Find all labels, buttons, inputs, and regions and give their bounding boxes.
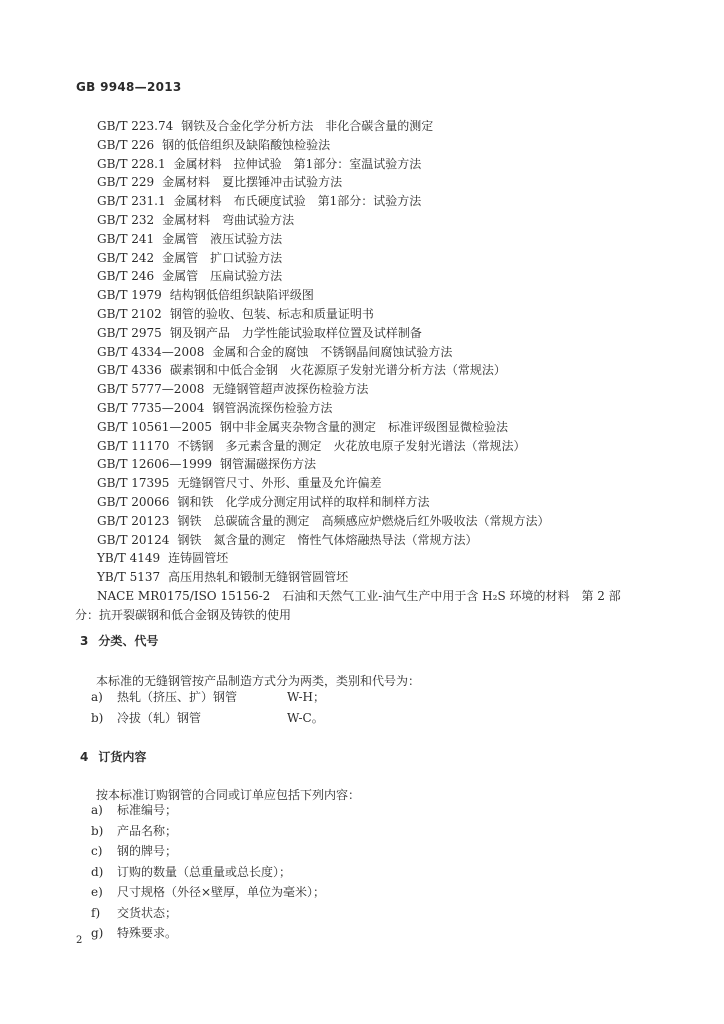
reference-item: [97, 343, 637, 362]
reference-title: 钢管涡流探伤检验方法: [212, 400, 333, 415]
reference-code: GB/T 5777—2008: [97, 382, 205, 397]
reference-item: [97, 418, 637, 437]
reference-code: YB/T 5137: [97, 570, 161, 585]
reference-title: 钢的低倍组织及缺陷酸蚀检验法: [162, 137, 331, 152]
section-4-heading: [80, 748, 146, 765]
reference-title: 金属材料 夏比摆锤冲击试验方法: [162, 175, 343, 190]
reference-item: [97, 305, 637, 324]
list-item: [91, 687, 325, 708]
document-header: GB 9948—2013: [76, 80, 182, 94]
reference-item: [97, 361, 637, 380]
reference-code: GB/T 10561—2005: [97, 419, 212, 434]
reference-item: [97, 437, 637, 456]
list-marker: b): [91, 823, 104, 838]
reference-code: GB/T 246: [97, 269, 155, 284]
reference-code: GB/T 231.1: [97, 194, 166, 209]
list-marker: a): [91, 803, 103, 817]
reference-item: [97, 230, 637, 249]
reference-code: GB/T 7735—2004: [97, 400, 205, 415]
section-4-intro: 按本标准订购钢管的合同或订单应包括下列内容：: [96, 788, 361, 802]
class-code: W-C。: [287, 710, 324, 725]
list-item: [91, 903, 325, 924]
reference-title: 钢铁及合金化学分析方法 非化合碳含量的测定: [181, 119, 434, 133]
reference-code: GB/T 228.1: [97, 156, 166, 171]
reference-item: [97, 249, 637, 268]
reference-title: 结构钢低倍组织缺陷评级图: [169, 288, 314, 303]
reference-title: 钢及钢产品 力学性能试验取样位置及试样制备: [169, 325, 422, 340]
reference-item: [97, 474, 637, 493]
section-3-list: [91, 687, 325, 728]
reference-code: GB/T 226: [97, 137, 155, 152]
reference-code: GB/T 223.74: [97, 119, 174, 133]
reference-title: 高压用热轧和锻制无缝钢管圆管坯: [168, 570, 349, 585]
list-text: 冷拔（轧）钢管: [117, 710, 202, 725]
reference-title: 无缝钢管尺寸、外形、重量及允许偏差: [177, 476, 382, 491]
reference-title: 金属管 扩口试验方法: [162, 250, 283, 265]
reference-code: GB/T 1979: [97, 288, 162, 303]
section-3-heading: [80, 632, 158, 649]
section-4-title: 订货内容: [98, 750, 147, 764]
reference-code: GB/T 2102: [97, 306, 162, 321]
reference-code: GB/T 4334—2008: [97, 344, 205, 359]
list-marker: a): [91, 690, 103, 704]
reference-item: [97, 399, 637, 418]
reference-title: 碳素钢和中低合金钢 火花源原子发射光谱分析方法（常规法）: [169, 363, 506, 378]
list-text: 订购的数量（总重量或总长度）；: [117, 864, 292, 879]
reference-code: GB/T 242: [97, 250, 155, 265]
reference-item: [97, 531, 637, 550]
list-marker: g): [91, 926, 104, 940]
list-text: 尺寸规格（外径×壁厚，单位为毫米）；: [117, 885, 326, 899]
list-text: 特殊要求。: [117, 926, 178, 940]
reference-item: [97, 286, 637, 305]
reference-title: 钢管的验收、包装、标志和质量证明书: [169, 306, 374, 321]
list-item: [91, 862, 325, 883]
reference-code: GB/T 11170: [97, 438, 170, 453]
reference-title: 金属管 液压试验方法: [162, 231, 283, 246]
normative-references-list: [75, 117, 637, 625]
reference-title: 钢和铁 化学成分测定用试样的取样和制样方法: [177, 494, 430, 509]
section-4-number: 4: [80, 750, 89, 764]
reference-title: 金属和合金的腐蚀 不锈钢晶间腐蚀试验方法: [212, 344, 453, 359]
reference-item: [97, 455, 637, 474]
section-3-intro: 本标准的无缝钢管按产品制造方式分为两类，类别和代号为：: [96, 674, 421, 688]
reference-title: 连铸圆管坯: [168, 551, 229, 566]
reference-item: [97, 568, 637, 587]
reference-title: 钢管漏磁探伤方法: [219, 457, 316, 472]
reference-code: GB/T 232: [97, 212, 155, 227]
list-text: 钢的牌号；: [117, 844, 178, 858]
reference-code: GB/T 2975: [97, 325, 162, 340]
list-marker: c): [91, 844, 103, 858]
reference-item: [97, 493, 637, 512]
reference-item: [97, 512, 637, 531]
list-marker: d): [91, 864, 104, 879]
reference-title: 钢铁 总碳硫含量的测定 高频感应炉燃烧后红外吸收法（常规方法）: [177, 513, 550, 528]
nace-reference-line1: NACE MR0175/ISO 15156-2 石油和天然气工业-油气生产中用于含 H₂S 环境的材料 第 2 部: [97, 588, 621, 603]
list-text: 标准编号；: [117, 803, 178, 817]
page-number: 2: [76, 935, 83, 946]
reference-code: GB/T 17395: [97, 476, 170, 491]
class-code: W-H；: [287, 690, 325, 704]
reference-title: 金属材料 拉伸试验 第1部分：室温试验方法: [173, 156, 422, 171]
reference-title: 钢中非金属夹杂物含量的测定 标准评级图显微检验法: [219, 419, 508, 434]
list-marker: f): [91, 905, 101, 920]
reference-code: GB/T 20123: [97, 513, 170, 528]
list-text: 产品名称；: [117, 823, 178, 838]
reference-item: [97, 136, 637, 155]
reference-title: 金属材料 布氏硬度试验 第1部分：试验方法: [173, 194, 422, 209]
list-marker: e): [91, 885, 103, 899]
nace-reference-line2: 分：抗开裂碳钢和低合金钢及铸铁的使用: [75, 607, 292, 622]
reference-code: GB/T 12606—1999: [97, 457, 212, 472]
reference-item: [97, 155, 637, 174]
reference-code: GB/T 229: [97, 175, 155, 190]
reference-item: [97, 211, 637, 230]
section-3-title: 分类、代号: [98, 634, 159, 648]
reference-code: GB/T 20124: [97, 532, 170, 547]
reference-title: 不锈钢 多元素含量的测定 火花放电原子发射光谱法（常规法）: [177, 438, 526, 453]
reference-item: [97, 173, 637, 192]
list-item: [91, 882, 325, 903]
list-text: 热轧（挤压、扩）钢管: [117, 690, 238, 704]
reference-title: 钢铁 氮含量的测定 惰性气体熔融热导法（常规方法）: [177, 532, 478, 547]
reference-item: [97, 324, 637, 343]
reference-item: [97, 117, 637, 136]
reference-item: [97, 192, 637, 211]
reference-item: [97, 549, 637, 568]
reference-title: 金属材料 弯曲试验方法: [162, 212, 295, 227]
reference-code: GB/T 241: [97, 231, 155, 246]
reference-title: 无缝钢管超声波探伤检验方法: [212, 382, 369, 397]
list-item: [91, 800, 325, 821]
list-item: [91, 841, 325, 862]
list-marker: b): [91, 710, 104, 725]
section-3-number: 3: [80, 634, 89, 648]
reference-code: GB/T 4336: [97, 363, 162, 378]
reference-item: [97, 380, 637, 399]
section-4-list: [91, 800, 325, 944]
list-text: 交货状态；: [117, 905, 178, 920]
reference-item-nace: [75, 587, 637, 625]
list-item: [91, 923, 325, 944]
reference-code: YB/T 4149: [97, 551, 161, 566]
reference-code: GB/T 20066: [97, 494, 170, 509]
reference-title: 金属管 压扁试验方法: [162, 269, 283, 284]
list-item: [91, 708, 325, 729]
list-item: [91, 821, 325, 842]
reference-item: [97, 267, 637, 286]
